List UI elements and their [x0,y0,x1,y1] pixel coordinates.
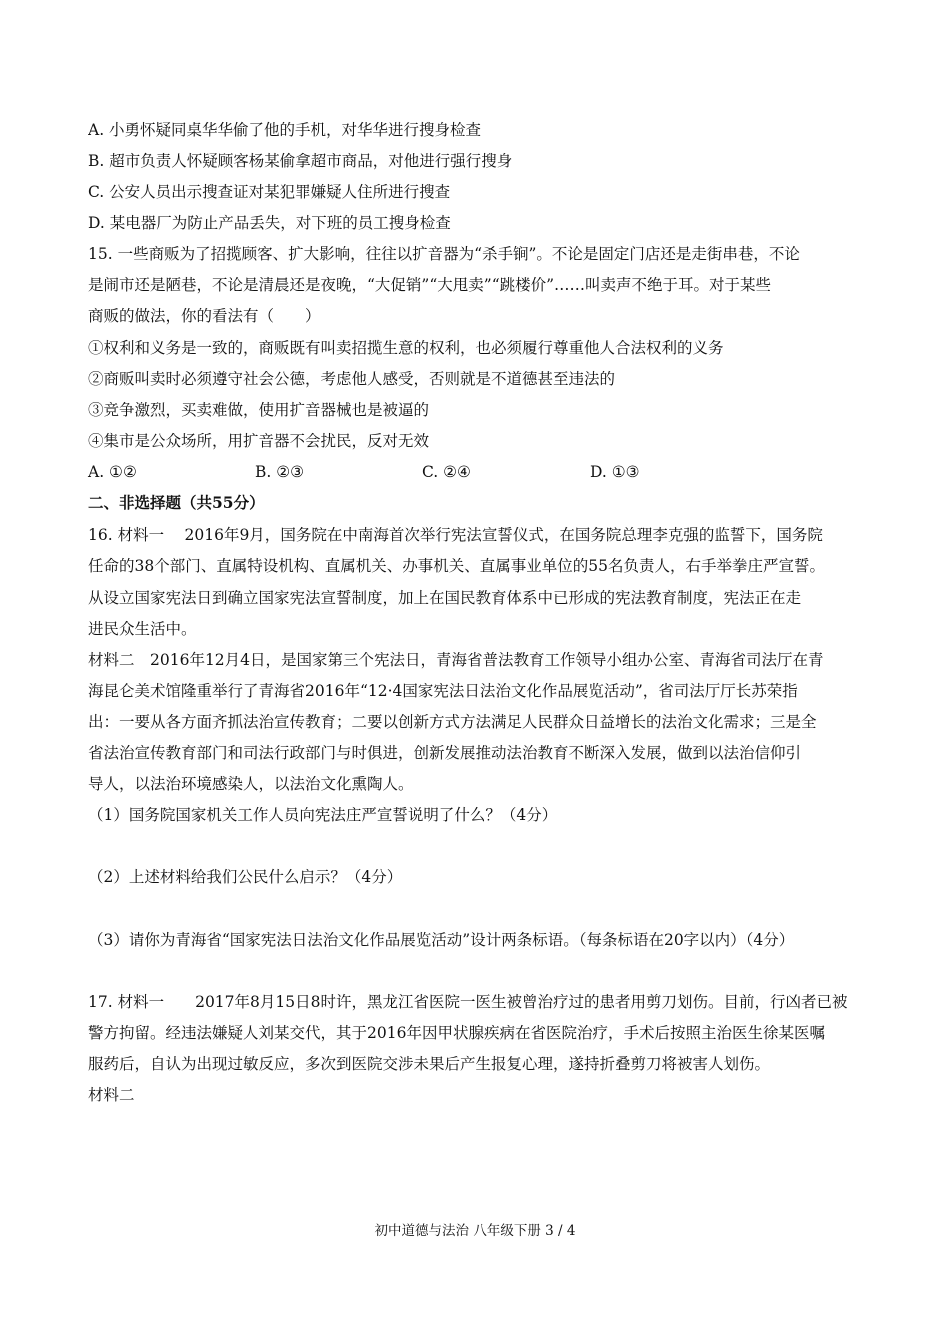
q16-material1-line: 进民众生活中。 [88,620,197,638]
q15-option-d: D. ①③ [590,463,640,481]
q15-option-a: A. ①② [88,463,137,481]
q16-material1-line: 任命的38个部门、直属特设机构、直属机关、办事机关、直属事业单位的55名负责人，右手举拳庄严宣誓。 [88,557,825,575]
q16-material2-line: 省法治宣传教育部门和司法行政部门与时俱进，创新发展推动法治教育不断深入发展，做到以法治信仰引 [88,744,802,762]
q16-material2-line: 材料二 2016年12月4日，是国家第三个宪法日，青海省普法教育工作领导小组办公室、青海省司法厅在青 [88,651,824,669]
page-footer: 初中道德与法治 八年级下册 3 / 4 [374,1223,576,1239]
q16-material2-line: 海昆仑美术馆隆重举行了青海省2016年“12·4国家宪法日法治文化作品展览活动”，省司法厅厅长苏荣指 [88,682,798,700]
q14-option-a: A. 小勇怀疑同桌华华偷了他的手机，对华华进行搜身检查 [88,121,482,139]
q15-statement-2: ②商贩叫卖时必须遵守社会公德，考虑他人感受，否则就是不道德甚至违法的 [88,370,616,388]
q16-material1-line: 从设立国家宪法日到确立国家宪法宣誓制度，加上在国民教育体系中已形成的宪法教育制度，宪法正在走 [88,589,802,607]
q17-material2-label: 材料二 [88,1086,135,1104]
q15-statement-4: ④集市是公众场所，用扩音器不会扰民，反对无效 [88,432,430,450]
q15-option-b: B. ②③ [255,463,305,481]
q15-stem-line: 是闹市还是陋巷，不论是清晨还是夜晚，“大促销”“大甩卖”“跳楼价”……叫卖声不绝于耳。对于某些 [88,276,772,294]
q15-statement-1: ①权利和义务是一致的，商贩既有叫卖招揽生意的权利，也必须履行尊重他人合法权利的义务 [88,339,724,357]
q17-material1-line: 警方拘留。经违法嫌疑人刘某交代，其于2016年因甲状腺疾病在省医院治疗，手术后按照主治医生徐某医嘱 [88,1024,825,1042]
q16-material2-line: 出：一要从各方面齐抓法治宣传教育；二要以创新方式方法满足人民群众日益增长的法治文化需求；三是全 [88,713,817,731]
q14-option-c: C. 公安人员出示搜查证对某犯罪嫌疑人住所进行搜查 [88,183,451,201]
section-title: 二、非选择题（共55分） [88,493,265,512]
q16-question-3: （3）请你为青海省“国家宪法日法治文化作品展览活动”设计两条标语。（每条标语在20字以内）（4分） [88,931,795,949]
q14-option-b: B. 超市负责人怀疑顾客杨某偷拿超市商品，对他进行强行搜身 [88,152,513,170]
q16-material1-line: 16. 材料一 2016年9月，国务院在中南海首次举行宪法宣誓仪式，在国务院总理李克强的监誓下，国务院 [88,526,823,544]
q16-question-1: （1）国务院国家机关工作人员向宪法庄严宣誓说明了什么？（4分） [88,806,558,824]
q15-stem-line: 商贩的做法，你的看法有（ ） [88,307,321,325]
q17-material1-line: 17. 材料一 2017年8月15日8时许，黑龙江省医院一医生被曾治疗过的患者用剪刀划伤。目前，行凶者已被 [88,993,848,1011]
q14-option-d: D. 某电器厂为防止产品丢失，对下班的员工搜身检查 [88,214,451,232]
q16-question-2: （2）上述材料给我们公民什么启示？（4分） [88,868,403,886]
q15-stem-line: 15. 一些商贩为了招揽顾客、扩大影响，往往以扩音器为“杀手锏”。不论是固定门店还是走街串巷，不论 [88,245,800,263]
q15-option-c: C. ②④ [422,463,471,481]
q17-material1-line: 服药后，自认为出现过敏反应，多次到医院交涉未果后产生报复心理，遂持折叠剪刀将被害人划伤。 [88,1055,771,1073]
q15-statement-3: ③竞争激烈，买卖难做，使用扩音器械也是被逼的 [88,401,430,419]
q16-material2-line: 导人，以法治环境感染人，以法治文化熏陶人。 [88,775,414,793]
